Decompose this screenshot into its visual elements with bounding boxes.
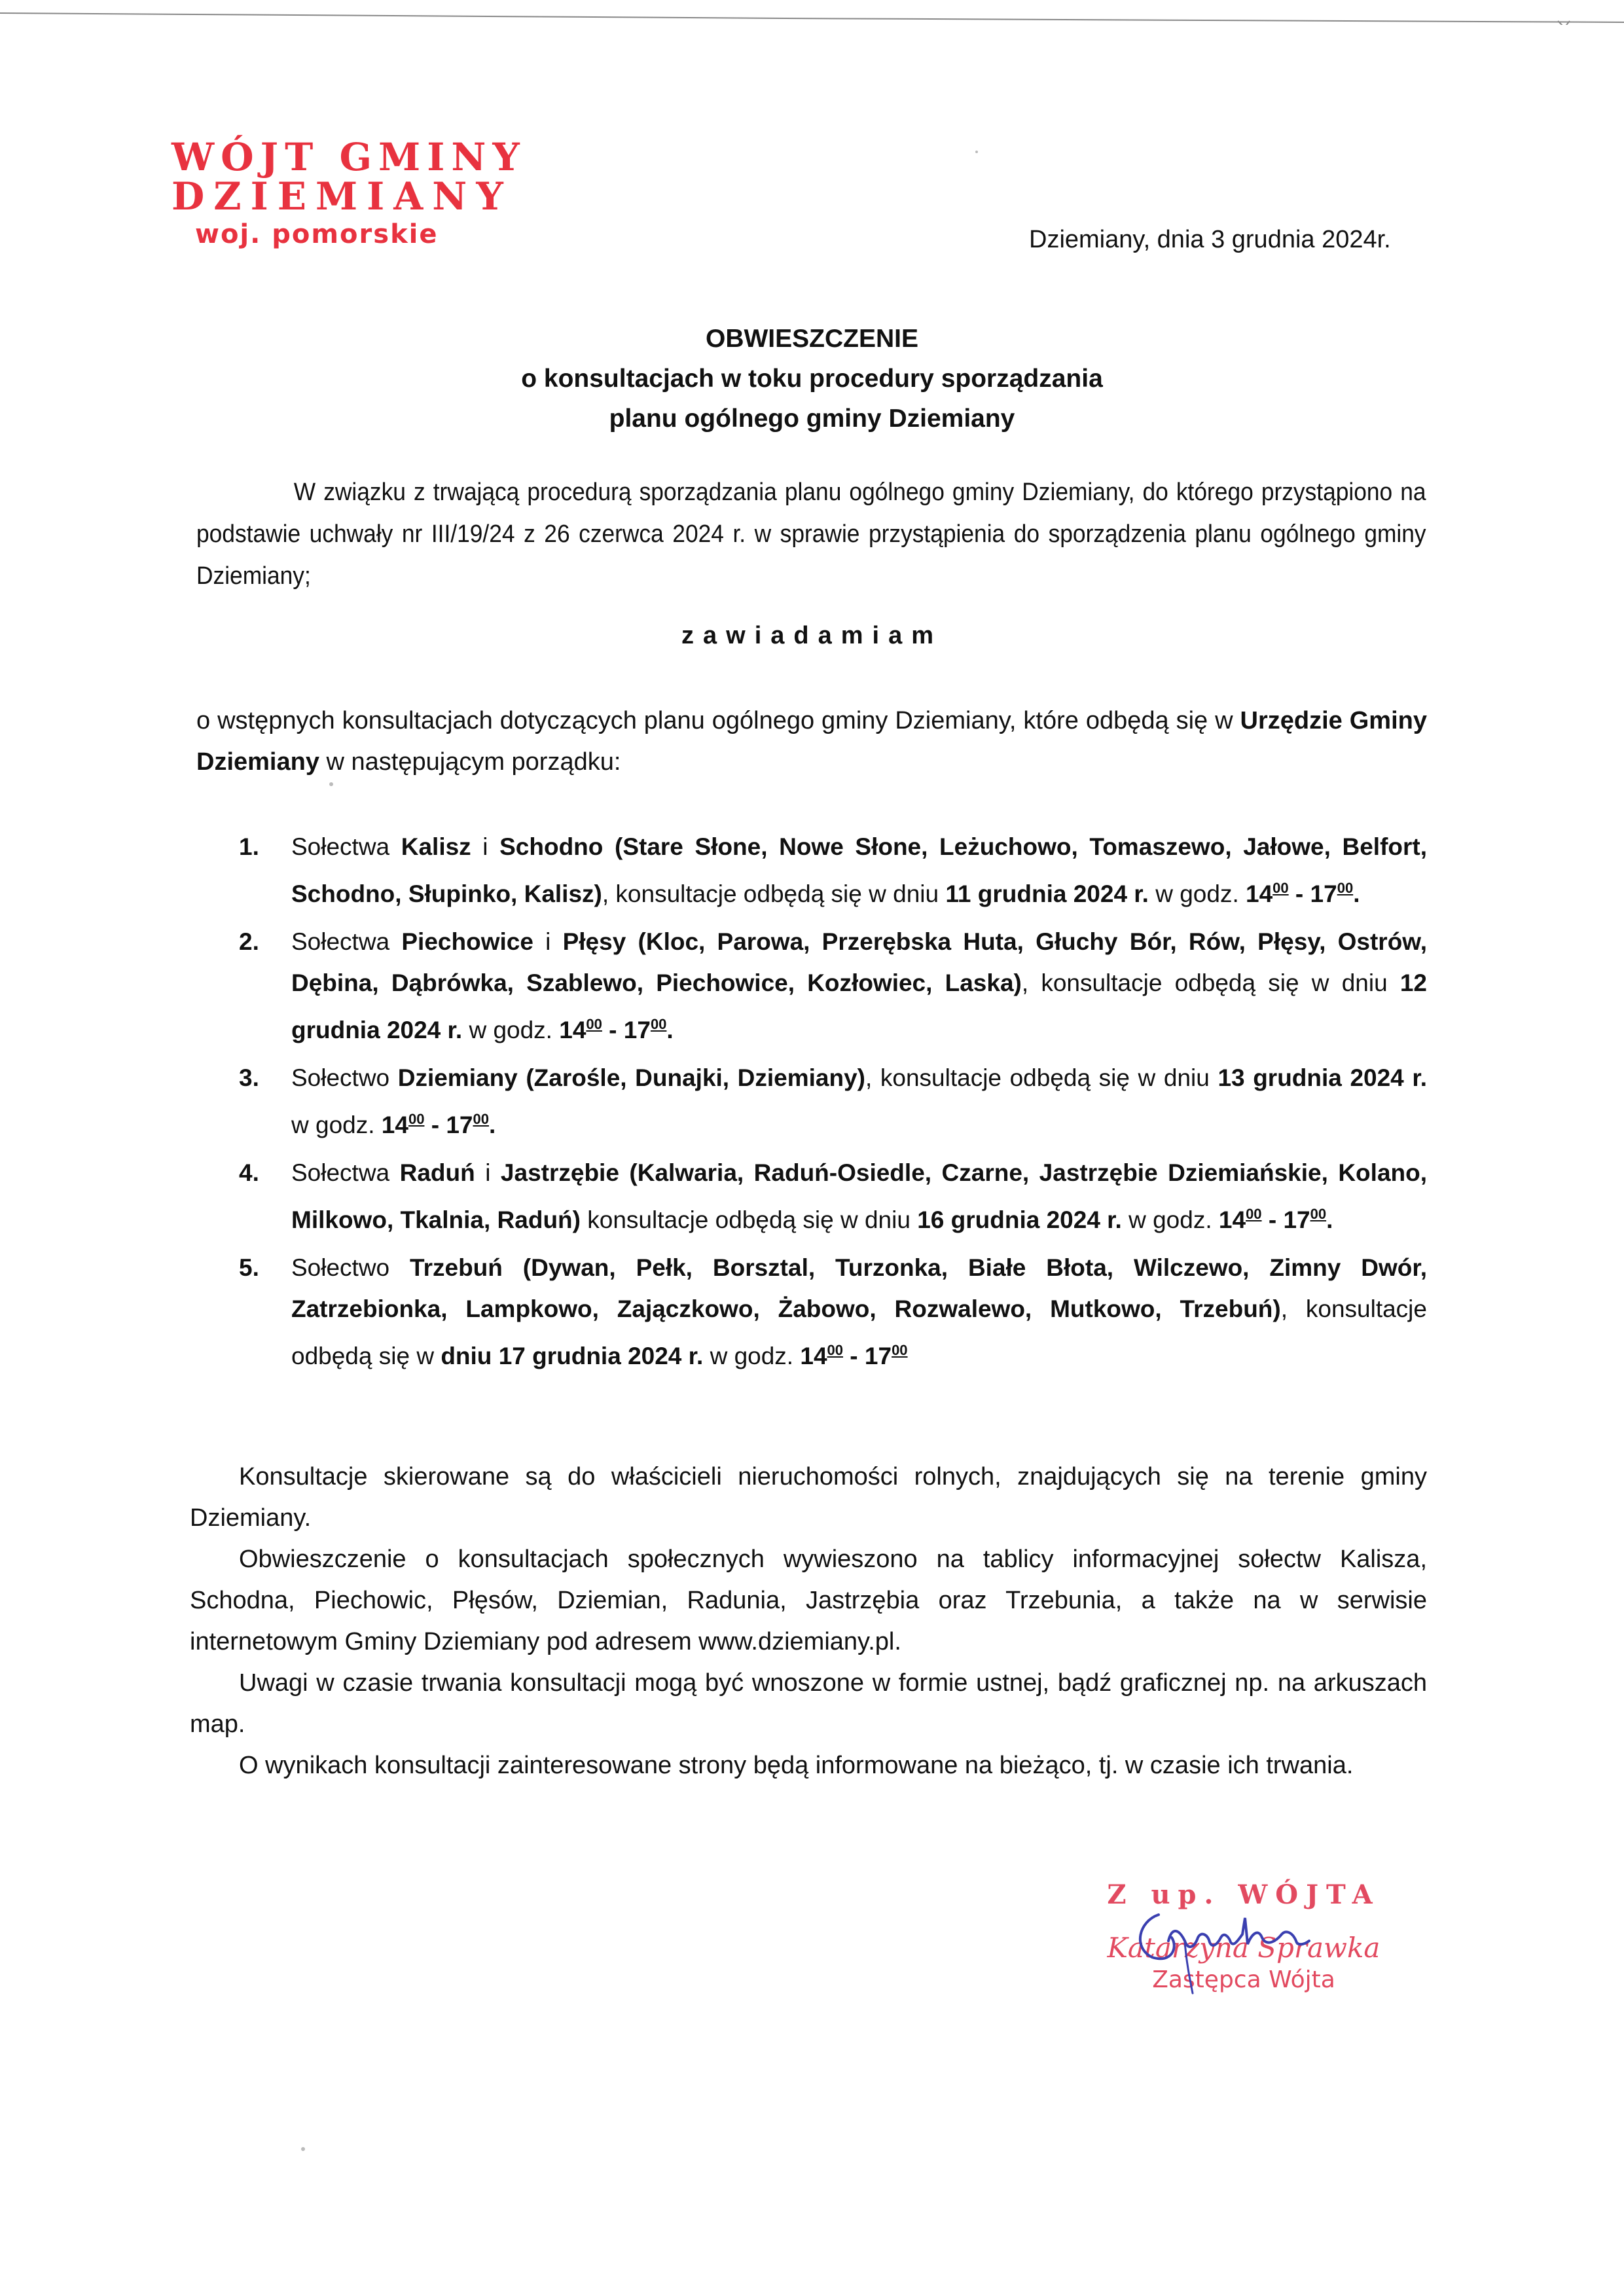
stamp-signer-name: Katarzyna Sprawka xyxy=(1107,1932,1380,1964)
item-hours: $14^{00} - 17^{00}$. xyxy=(559,1016,674,1043)
schedule-item xyxy=(239,826,1427,914)
place-date: Dziemiany, dnia 3 grudnia 2024r. xyxy=(1029,226,1391,253)
item-number: 4. xyxy=(239,1159,259,1186)
schedule-item xyxy=(239,1057,1427,1146)
item-unit-a: Dziemiany xyxy=(397,1064,518,1091)
item-mid: , konsultacje odbędą się w xyxy=(291,1295,1427,1369)
intro-text: W związku z trwającą procedurą sporządzania planu ogólnego gminy Dziemiany, do którego przystąpiono na podstawie uchwały nr III/19/24 z 26 czerwca 2024 r. w sprawie przystąpienia do sporządzenia planu ogólnego gminy Dziemiany; xyxy=(196,479,1426,590)
item-hours: $14^{00} - 17^{00}$. xyxy=(1246,880,1360,907)
item-hours: $14^{00} - 17^{00}$. xyxy=(1218,1206,1333,1233)
item-unit-b: Schodno xyxy=(499,833,604,860)
item-mid: , konsultacje odbędą się w dniu xyxy=(602,880,946,907)
closing-paragraph: Uwagi w czasie trwania konsultacji mogą być wnoszone w formie ustnej, bądź graficznej np. na arkuszach map. xyxy=(190,1669,1427,1738)
title-subtitle-1: o konsultacjach w toku procedury sporządzania xyxy=(521,365,1103,393)
item-date: dniu 17 grudnia 2024 r. xyxy=(441,1343,704,1369)
lead-office-name: Urzędzie Gminy Dziemiany xyxy=(196,707,1427,776)
item-hours-label: w godz. xyxy=(1121,1206,1219,1233)
schedule-item xyxy=(239,921,1427,1051)
title-subtitle-2: planu ogólnego gminy Dziemiany xyxy=(609,405,1015,433)
item-mid: konsultacje odbędą się w dniu xyxy=(580,1206,918,1233)
stamp-authority: Z up. WÓJTA xyxy=(1107,1879,1380,1910)
item-villages: (Zarośle, Dunajki, Dziemiany) xyxy=(517,1064,866,1091)
item-villages: (Dywan, Pełk, Borsztal, Turzonka, Białe Błota, Wilczewo, Zimny Dwór, Zatrzebionka, Lampkowo, Zajączkowo, Żabowo, Rozwalewo, Mutkowo, Trzebuń) xyxy=(291,1254,1427,1322)
item-unit-a: Piechowice xyxy=(401,928,533,955)
item-number: 1. xyxy=(239,833,259,860)
lead-paragraph xyxy=(196,700,1427,783)
item-hours-label: w godz. xyxy=(703,1343,801,1369)
schedule-item xyxy=(239,1152,1427,1240)
item-hours: $14^{00} - 17^{00}$. xyxy=(381,1111,496,1138)
item-unit-b: Płęsy xyxy=(562,928,626,955)
schedule-item xyxy=(239,1247,1427,1377)
item-villages: (Kloc, Parowa, Przerębska Huta, Głuchy Bór, Rów, Płęsy, Ostrów, Dębina, Dąbrówka, Szablewo, Piechowice, Kozłowiec, Laska) xyxy=(291,928,1427,996)
handwritten-signature-icon xyxy=(1132,1902,1342,2000)
scan-edge-line xyxy=(0,10,1624,25)
title-main: OBWIESZCZENIE xyxy=(705,325,918,353)
item-prefix: Sołectwo xyxy=(291,1064,398,1091)
item-date: 12 grudnia 2024 r. xyxy=(291,969,1427,1043)
schedule-list xyxy=(239,826,1427,1383)
item-unit-a: Raduń xyxy=(399,1159,475,1186)
closing-paragraph: Obwieszczenie o konsultacjach społecznych wywieszono na tablicy informacyjnej sołectw Kalisza, Schodna, Piechowic, Płęsów, Dziemian, Radunia, Jastrzębia oraz Trzebunia, a także na w serwisie internetowym Gminy Dziemiany pod adresem www.dziemiany.pl. xyxy=(190,1545,1427,1655)
item-unit-a: Kalisz xyxy=(401,833,471,860)
item-date: 11 grudnia 2024 r. xyxy=(945,880,1149,907)
item-prefix: Sołectwo xyxy=(291,1254,410,1281)
lead-text-after: w następującym porządku: xyxy=(319,748,621,776)
item-prefix: Sołectwa xyxy=(291,928,402,955)
item-conj: i xyxy=(533,928,563,955)
intro-paragraph xyxy=(196,471,1426,597)
item-date: 16 grudnia 2024 r. xyxy=(917,1206,1122,1233)
item-hours-label: w godz. xyxy=(1148,880,1246,907)
lead-text-before: o wstępnych konsultacjach dotyczących planu ogólnego gminy Dziemiany, które odbędą się w xyxy=(196,707,1240,734)
item-hours-label: w godz. xyxy=(462,1017,560,1043)
item-mid: , konsultacje odbędą się w dniu xyxy=(865,1064,1218,1091)
item-number: 5. xyxy=(239,1254,259,1281)
item-unit-a: Trzebuń xyxy=(410,1254,503,1281)
item-number: 3. xyxy=(239,1064,259,1091)
stamp-line-3: woj. pomorskie xyxy=(195,219,439,249)
item-hours: $14^{00} - 17^{00}$ xyxy=(800,1342,908,1369)
item-date: 13 grudnia 2024 r. xyxy=(1218,1064,1427,1091)
item-number: 2. xyxy=(239,928,259,955)
scan-speck xyxy=(329,782,333,786)
item-prefix: Sołectwa xyxy=(291,833,401,860)
item-mid: , konsultacje odbędą się w dniu xyxy=(1021,969,1400,996)
stamp-line-1: WÓJT GMINY xyxy=(171,135,526,179)
closing-section xyxy=(190,1456,1427,1786)
item-villages: (Stare Słone, Nowe Słone, Leżuchowo, Tomaszewo, Jałowe, Belfort, Schodno, Słupinko, Kalisz) xyxy=(291,833,1427,907)
scan-speck xyxy=(975,151,978,153)
office-stamp xyxy=(171,137,526,253)
notify-heading: zawiadamiam xyxy=(681,622,943,649)
item-villages: (Kalwaria, Raduń-Osiedle, Czarne, Jastrzębie Dziemiańskie, Kolano, Milkowo, Tkalnia, Raduń) xyxy=(291,1159,1427,1233)
item-prefix: Sołectwa xyxy=(291,1159,400,1186)
item-unit-b: Jastrzębie xyxy=(500,1159,619,1186)
stamp-signer-role: Zastępca Wójta xyxy=(1152,1966,1335,1993)
closing-paragraph: O wynikach konsultacji zainteresowane strony będą informowane na bieżąco, tj. w czasie ich trwania. xyxy=(239,1752,1354,1779)
item-conj: i xyxy=(475,1159,501,1186)
closing-paragraph: Konsultacje skierowane są do właścicieli nieruchomości rolnych, znajdujących się na terenie gminy Dziemiany. xyxy=(190,1463,1427,1532)
scan-speck xyxy=(301,2147,305,2151)
document-title xyxy=(0,319,1624,439)
item-hours-label: w godz. xyxy=(291,1111,382,1138)
stamp-line-2: DZIEMIANY xyxy=(171,174,513,219)
item-conj: i xyxy=(471,833,500,860)
